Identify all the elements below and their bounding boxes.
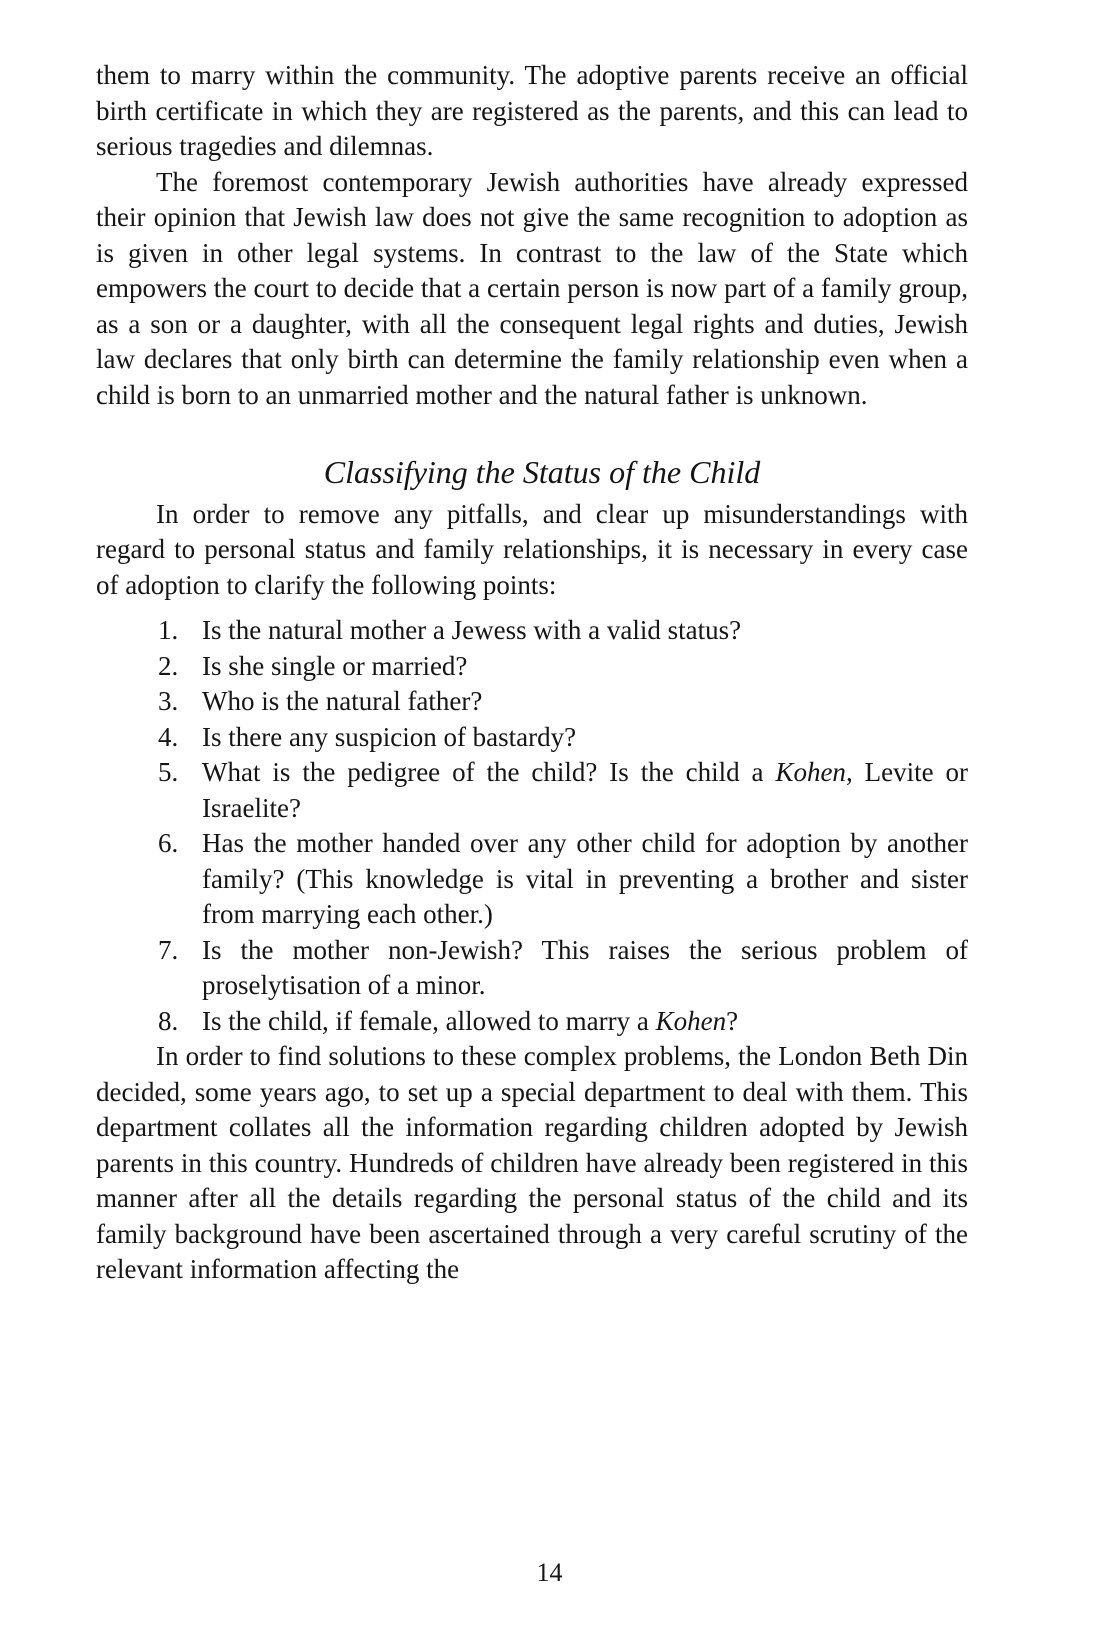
page-number: 14 [536,1558,563,1587]
list-item-text: Is the mother non-Jewish? This raises the serious problem of proselytisation of a minor. [202,934,968,1000]
list-item-text: Is there any suspicion of bastardy? [202,721,577,752]
list-item-number: 5. [158,757,179,787]
list-item-text-before: What is the pedigree of the child? Is the child a [202,757,776,787]
list-item-italic-term: Kohen [775,757,846,787]
paragraph-beth-din: In order to find solutions to these complex problems, the London Beth Din decided, some years ago, to set up a special department to deal with them. This department collates all the information regarding children adopted by Jewish parents in this country. Hundreds of children have already been registered in this manner after all the details regarding the personal status of the child and its family background have been ascertained through a very careful scrutiny of the relevant information affecting the [96,1041,968,1284]
list-item-number: 8. [158,1005,179,1036]
list-item [158,933,968,1004]
paragraph-authorities: The foremost contemporary Jewish authorities have already expressed their opinion that Jewish law does not give the same recognition to adoption as is given in other legal systems. In contrast to the law of the State which empowers the court to decide that a certain person is now part of a family group, as a son or a daughter, with all the consequent legal rights and duties, Jewish law declares that only birth can determine the family relationship even when a child is born to an unmarried mother and the natural father is unknown. [96,166,968,410]
page-body [96,58,968,1288]
list-item-number: 7. [158,934,179,965]
list-item-text: Has the mother handed over any other child for adoption by another family? (This knowledge is vital in preventing a brother and sister from marrying each other.) [202,828,968,929]
list-item-text [202,755,968,826]
paragraph-continued: them to marry within the community. The adoptive parents receive an official birth certificate in which they are registered as the parents, and this can lead to serious tragedies and dilemnas. [96,60,968,161]
list-item-text-after: , Levite or Israelite? [202,757,968,823]
list-item-number: 2. [158,650,179,681]
list-item-number: 1. [158,615,179,645]
list-item-number: 3. [158,686,179,716]
list-item [158,684,968,720]
questions-list [96,613,968,1039]
section-heading: Classifying the Status of the Child [323,454,761,490]
list-item [158,755,968,826]
list-item-italic-term: Kohen [655,1005,727,1036]
list-item-number: 4. [158,721,179,752]
list-item-text: Who is the natural father? [202,686,483,716]
list-item-text-after: ? [726,1005,739,1036]
paragraph-intro-points: In order to remove any pitfalls, and clear up misunderstandings with regard to personal status and family relationships, it is necessary in every case of adoption to clarify the following points: [96,498,968,600]
list-item-text: Is she single or married? [202,650,468,681]
list-item-number: 6. [158,828,179,858]
list-item-text [202,1004,968,1040]
list-item [158,826,968,933]
list-item [158,613,968,649]
list-item [158,649,968,685]
list-item-text: Is the natural mother a Jewess with a valid status? [202,615,742,645]
list-item-text-before: Is the child, if female, allowed to marry a [202,1005,656,1036]
list-item [158,720,968,756]
list-item [158,1004,968,1040]
